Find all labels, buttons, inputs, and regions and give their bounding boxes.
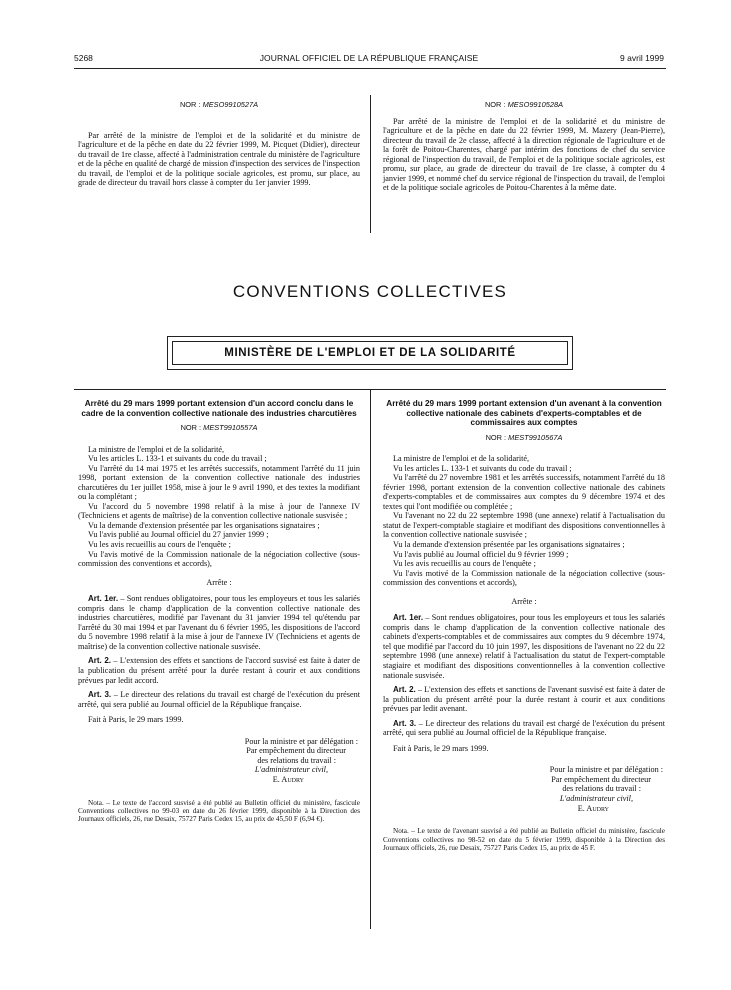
arrete-label: Arrête : — [511, 596, 537, 606]
section-title: CONVENTIONS COLLECTIVES — [232, 282, 508, 301]
nota: Nota. – Le texte de l'avenant susvisé a été publié au Bulletin officiel du ministère, fascicule Conventions collectives no 98-52 en date du 5 février 1999, disponible à la Direction des Journaux officiels, 26, rue Desaix, 75727 Paris Cedex 15, au prix de 45 F. — [383, 827, 665, 852]
article-2: Art. 2. – L'extension des effets et sanctions de l'accord susvisé est faite à dater de la publication du présent arrêté pour la durée restant à courir et aux conditions prévues par ledit accord. — [78, 656, 361, 685]
signature-block: Pour la ministre et par délégation : Par empêchement du directeur des relations du travail : L'administrateur civil, E. Audry — [244, 736, 358, 784]
decree-text: Par arrêté de la ministre de l'emploi et de la solidarité et du ministre de l'agriculture et de la pêche en date du 22 février 1999, M. Picquet (Didier), directeur du travail de 1re classe, affecté à l'administration centrale du ministère de l'agriculture et de la pêche en qualité de chargé de mission d'inspection des services de l'inspection du travail, de l'emploi et de la politique sociale agricoles, est promu, sur place, au grade de directeur du travail hors classe à compter du 1er janvier 1999. — [78, 130, 360, 188]
place-date: Fait à Paris, le 29 mars 1999. — [393, 743, 489, 753]
visa: Vu la demande d'extension présentée par les organisations signataires ; — [88, 520, 320, 530]
visa: Vu l'arrêté du 14 mai 1975 et les arrêtés successifs, notamment l'arrêté du 11 juin 1998, portant extension de la convention collective nationale des industries charcutières du 1er juillet 1958, mise à jour le 9 avril 1990, et des textes la modifiant ou la complétant ; — [78, 463, 360, 502]
article-3: Art. 3. – Le directeur des relations du travail est chargé de l'exécution du présent arrêté, qui sera publié au Journal officiel de la République française. — [383, 718, 665, 738]
top-left-decree — [78, 100, 360, 188]
article-2: Art. 2. – L'extension des effets et sanctions de l'avenant susvisé est faite à dater de la publication du présent arrêté pour la durée restant à courir et aux conditions prévues par ledit avenant. — [383, 685, 666, 714]
visa: Vu les articles L. 133-1 et suivants du code du travail ; — [88, 454, 267, 464]
visa: Vu l'avis motivé de la Commission nationale de la négociation collective (sous-commission des conventions et accords), — [383, 568, 665, 588]
place-date: Fait à Paris, le 29 mars 1999. — [88, 715, 184, 725]
article-1: Art. 1er. – Sont rendues obligatoires, pour tous les employeurs et tous les salariés compris dans le champ d'application de la convention collective nationale des cabinets d'experts-comptables et de commissaires aux comptes du 9 décembre 1974, tel que modifié par l'accord du 10 juin 1997, les dispositions de l'avenant no 22 du 22 septembre 1998 (une annexe) relatif à l'actualisation du statut de l'expert-comptable stagiaire et modifiant des dispositions conventionnelles à la convention collective nationale susvisée. — [383, 613, 665, 680]
article-1: Art. 1er. – Sont rendues obligatoires, pour tous les employeurs et tous les salariés compris dans le champ d'application de la convention collective nationale des industries charcutières, modifié par l'avenant du 31 janvier 1994 tel qu'étendu par l'arrêté du 30 mai 1994 et par l'avenant du 6 février 1995, les dispositions de l'accord du 5 novembre 1998 relatif à la mise à jour de l'annexe IV (Techniciens et agents de maîtrise) de la convention collective nationale susvisée. — [78, 594, 360, 651]
journal-title: JOURNAL OFFICIEL DE LA RÉPUBLIQUE FRANÇAISE — [259, 53, 479, 63]
issue-date: 9 avril 1999 — [620, 53, 664, 63]
nor-reference: NOR : MEST9910557A — [180, 423, 258, 432]
visa: La ministre de l'emploi et de la solidarité, — [88, 444, 225, 454]
nor-reference: NOR : MEST9910567A — [485, 432, 563, 442]
visa: Vu les avis recueillis au cours de l'enquête ; — [393, 559, 536, 569]
visas — [78, 445, 360, 569]
main-column-divider — [370, 389, 371, 929]
header-rule — [74, 68, 666, 69]
visa: Vu les articles L. 133-1 et suivants du code du travail ; — [393, 463, 572, 473]
page-number: 5268 — [74, 53, 93, 63]
visa: La ministre de l'emploi et de la solidarité, — [393, 454, 530, 464]
arrete-label: Arrête : — [206, 577, 232, 587]
visa: Vu l'arrêté du 27 novembre 1981 et les arrêtés successifs, notamment l'arrêté du 18 février 1998, portant extension de la convention collective nationale des cabinets d'experts-comptables et de commissaires aux comptes du 9 décembre 1974 et des textes qui l'ont modifiée ou complétée ; — [383, 473, 665, 511]
signature-block: Pour la ministre et par délégation : Par empêchement du directeur des relations du travail : L'administrateur civil, E. Audry — [549, 765, 663, 813]
nor-reference: NOR : MESO9910528A — [484, 100, 564, 109]
visa: Vu l'avis motivé de la Commission nationale de la négociation collective (sous-commission des conventions et accords), — [78, 549, 360, 569]
article-title: Arrêté du 29 mars 1999 portant extension d'un accord conclu dans le cadre de la convention collective nationale des industries charcutières — [81, 399, 357, 418]
top-column-divider — [370, 95, 371, 233]
ministry-heading: MINISTÈRE DE L'EMPLOI ET DE LA SOLIDARITÉ — [172, 341, 568, 365]
visas — [383, 454, 665, 588]
visa: Vu la demande d'extension présentée par les organisations signataires ; — [393, 539, 625, 549]
article-title: Arrêté du 29 mars 1999 portant extension d'un avenant à la convention collective nationale des cabinets d'experts-comptables et de commissaires aux comptes — [386, 399, 662, 427]
visa: Vu l'avis publié au Journal officiel du 27 janvier 1999 ; — [88, 530, 269, 540]
page-header — [74, 53, 664, 67]
right-article — [383, 399, 665, 852]
article-3: Art. 3. – Le directeur des relations du travail est chargé de l'exécution du présent arrêté, qui sera publié au Journal officiel de la République française. — [78, 690, 360, 709]
visa: Vu l'avis publié au Journal officiel du 9 février 1999 ; — [393, 549, 569, 559]
visa: Vu l'accord du 5 novembre 1998 relatif à la mise à jour de l'annexe IV (Techniciens et agents de maîtrise) de la convention collective nationale susvisée ; — [78, 501, 360, 521]
left-article — [78, 399, 360, 824]
decree-text: Par arrêté de la ministre de l'emploi et de la solidarité et du ministre de l'agriculture et de la pêche en date du 22 février 1999, M. Mazery (Jean-Pierre), directeur du travail de 2e classe, affecté à la direction régionale de l'agriculture et de la forêt de Poitou-Charentes, chargé par intérim des fonctions de chef du service régional de l'inspection du travail, de l'emploi et de la politique sociale agricoles, est promu, sur place, au grade de directeur du travail de 1re classe, à compter du 4 janvier 1999, et nommé chef du service régional de l'inspection du travail, de l'emploi et de la politique sociale agricoles de Poitou-Charentes à la même date. — [383, 116, 665, 193]
top-right-decree — [383, 100, 665, 193]
nor-reference: NOR : MESO9910527A — [179, 100, 259, 109]
visa: Vu l'avenant no 22 du 22 septembre 1998 (une annexe) relatif à l'actualisation du statut de l'expert-comptable stagiaire et modifiant des dispositions conventionnelles à la convention collective nationale susvisée ; — [383, 511, 665, 540]
nota: Nota. – Le texte de l'accord susvisé a été publié au Bulletin officiel du ministère, fascicule Conventions collectives no 99-03 en date du 26 février 1999, disponible à la Direction des Journaux officiels, 26, rue Desaix, 75727 Paris Cedex 15, au prix de 45,50 F (6,94 €). — [78, 798, 360, 824]
visa: Vu les avis recueillis au cours de l'enquête ; — [88, 540, 231, 550]
